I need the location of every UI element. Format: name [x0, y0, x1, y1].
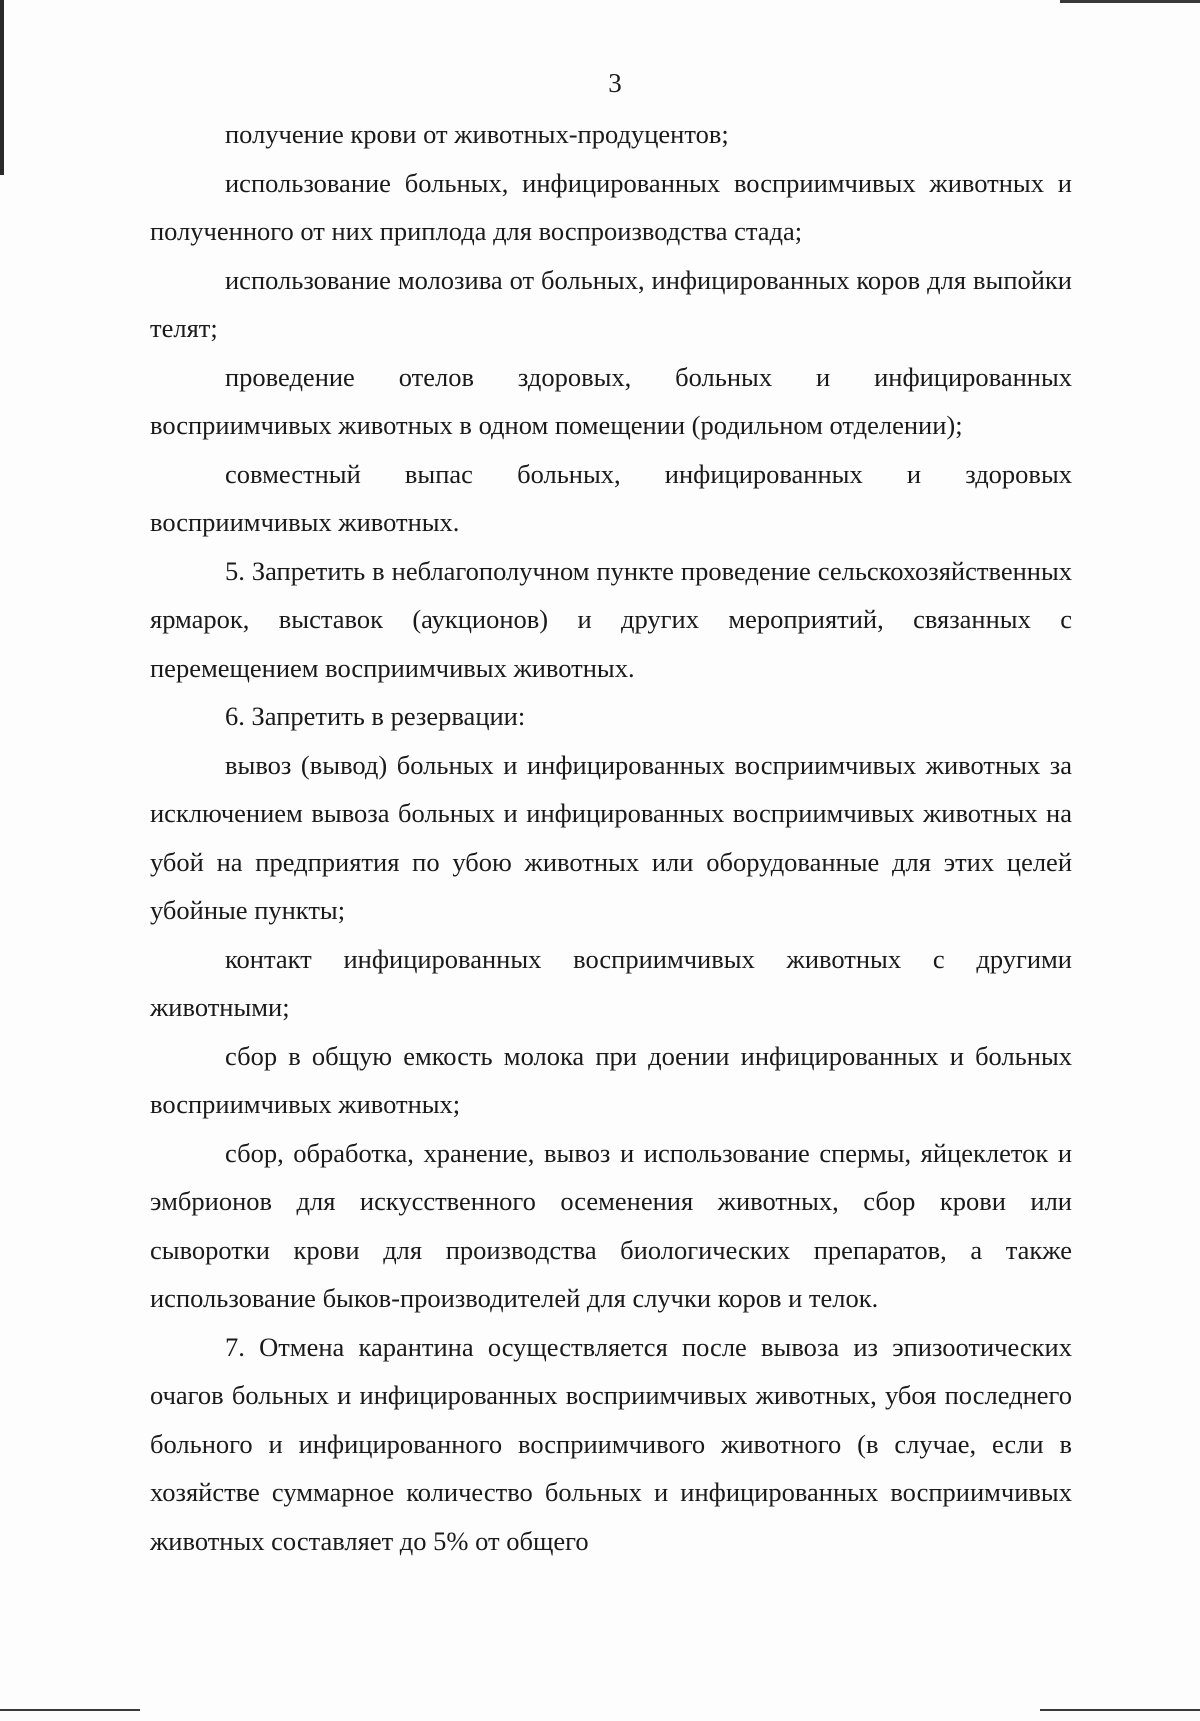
paragraph-contact: контакт инфицированных восприимчивых животных с другими животными;: [150, 943, 1072, 1022]
paragraph-calving: проведение отелов здоровых, больных и инфицированных восприимчивых животных в одном помещении (родильном отделении);: [150, 361, 1072, 440]
paragraph-joint-grazing: совместный выпас больных, инфицированных и здоровых восприимчивых животных.: [150, 458, 1072, 537]
paragraph-milk-collection: сбор в общую емкость молока при доении инфицированных и больных восприимчивых животных;: [150, 1040, 1072, 1119]
paragraph-item-7: 7. Отмена карантина осуществляется после вывоза из эпизоотических очагов больных и инфицированных восприимчивых животных, убоя последнего больного и инфицированного восприимчивого животного (в случае, если в хозяйстве суммарное количество больных и инфицированных восприимчивых животных составляет до 5% от общего: [150, 1331, 1072, 1556]
paragraph-removal: вывоз (вывод) больных и инфицированных восприимчивых животных за исключением вывоза больных и инфицированных восприимчивых животных на убой на предприятия по убою животных или оборудованные для этих целей убойные пункты;: [150, 749, 1072, 925]
page-number: 3: [608, 68, 622, 98]
paragraph-item-6-heading: 6. Запретить в резервации:: [225, 701, 526, 731]
paragraph-blood-collection: получение крови от животных-продуцентов;: [225, 119, 729, 149]
paragraph-sperm-collection: сбор, обработка, хранение, вывоз и использование спермы, яйцеклеток и эмбрионов для искусственного осеменения животных, сбор крови или сыворотки крови для производства биологических препаратов, а также использование быков-производителей для случки коров и телок.: [150, 1137, 1072, 1313]
scan-edge-bottom-left: [0, 1709, 140, 1711]
document-body: [150, 110, 1072, 1565]
paragraph-reproduction-use: использование больных, инфицированных восприимчивых животных и полученного от них приплода для воспроизводства стада;: [150, 167, 1072, 246]
scan-edge-top-right: [1060, 0, 1200, 3]
scan-edge-bottom-right: [1040, 1709, 1200, 1711]
paragraph-item-5: 5. Запретить в неблагополучном пункте проведение сельскохозяйственных ярмарок, выставок (аукционов) и других мероприятий, связанных с перемещением восприимчивых животных.: [150, 555, 1072, 683]
paragraph-colostrum-use: использование молозива от больных, инфицированных коров для выпойки телят;: [150, 264, 1072, 343]
